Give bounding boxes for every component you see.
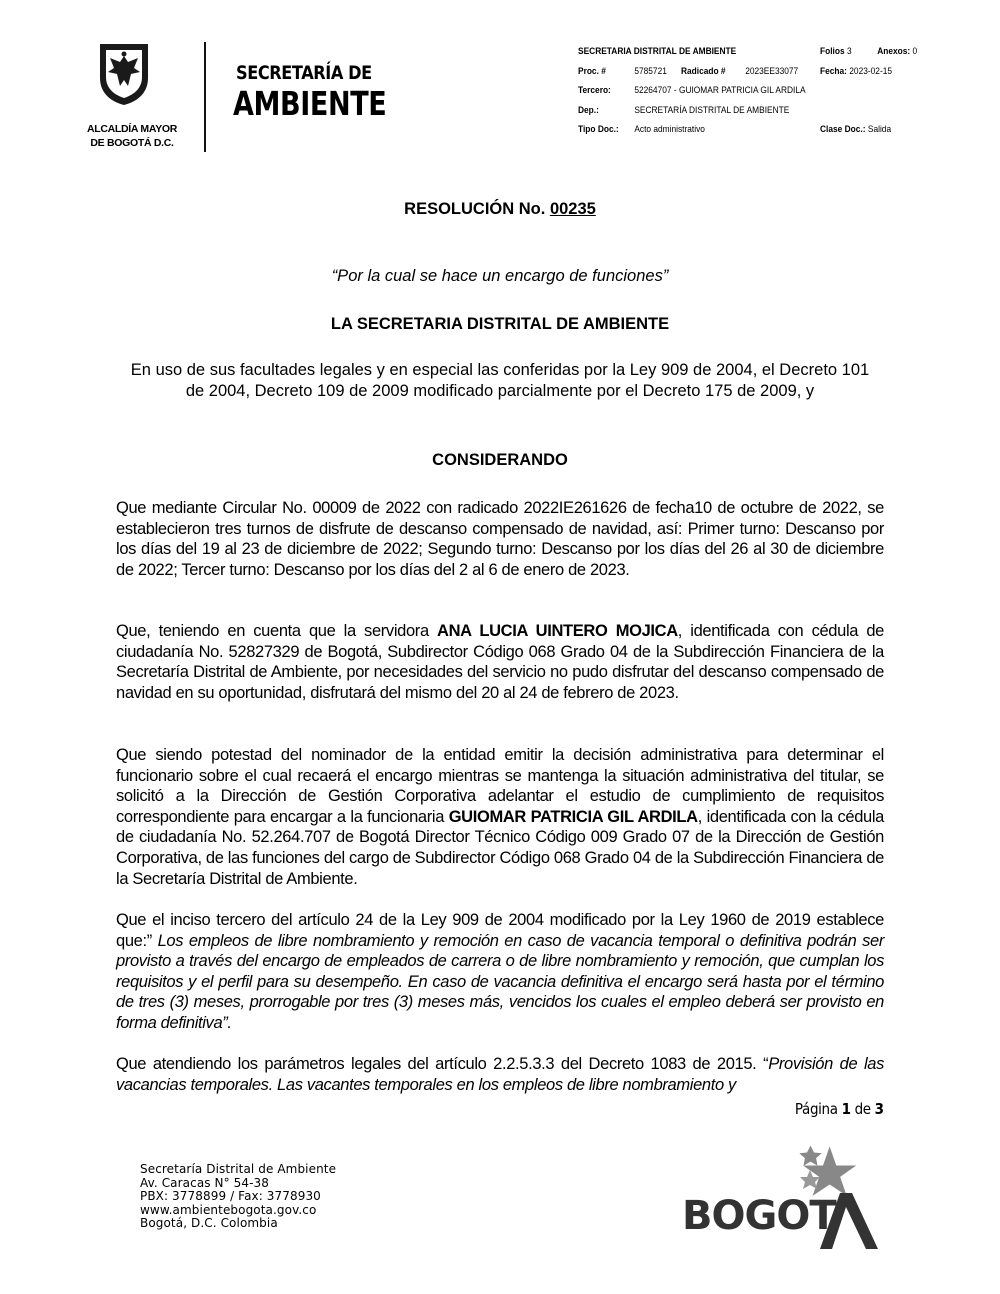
footer-line-phone: PBX: 3778899 / Fax: 3778930 <box>140 1189 321 1203</box>
secretaria-logo-small: SECRETARÍA DE <box>236 62 372 84</box>
p3-text-b: , identificada con la cédula de ciudadanía No. 52.264.707 de Bogotá Director Técnico Código 009 Grado 07 de la Dirección de Gestión Corporativa, de las funciones del cargo de Subdirector Código 068 Grado 04 de la Subdirección Financiera de la Secretaría Distrital de Ambiente. <box>116 807 884 888</box>
logo-divider <box>204 42 206 152</box>
page-total: 3 <box>874 1100 884 1118</box>
p4-quote: Los empleos de libre nombramiento y remoción en caso de vacancia temporal o definitiva podrán ser provisto a través del encargo de empleados de carrera o de libre nombramiento y remoción, que cumplan los requisitos y el perfil para su desempeño. En caso de vacancia definitiva el encargo será hasta por el término de tres (3) meses, prorrogable por tres (3) meses más, vencidos los cuales el empleo deberá ser provisto en forma definitiva”. <box>116 931 885 1032</box>
anexos-label: Anexos: <box>877 46 911 57</box>
proc-value: 5785721 <box>634 65 667 77</box>
tercero-value: 52264707 - GUIOMAR PATRICIA GIL ARDILA <box>634 85 806 96</box>
issuing-authority: LA SECRETARIA DISTRITAL DE AMBIENTE <box>330 315 670 333</box>
servidora-name: ANA LUCIA UINTERO MOJICA <box>437 622 678 640</box>
dep-label: Dep.: <box>578 104 599 116</box>
p4-text-a: Que el inciso tercero del artículo 24 de la Ley 909 de 2004 modificado por la Ley 1960 de 2019 establece que:” <box>116 911 884 950</box>
footer-line-website: www.ambientebogota.gov.co <box>140 1202 317 1217</box>
folios-value: 3 <box>846 46 852 57</box>
tipo-doc-value: Acto administrativo <box>634 124 705 135</box>
footer-line-address: Av. Caracas N° 54-38 <box>140 1175 270 1190</box>
clase-doc-label: Clase Doc.: <box>820 124 866 135</box>
coat-of-arms-icon <box>98 42 150 106</box>
considerando-heading: CONSIDERANDO <box>432 451 568 469</box>
folios-label: Folios <box>820 46 845 57</box>
tipo-doc-label: Tipo Doc.: <box>578 124 619 135</box>
footer-line-city: Bogotá, D.C. Colombia <box>140 1216 278 1230</box>
alcaldia-line-2: DE BOGOTÁ D.C. <box>90 137 174 149</box>
tercero-label: Tercero: <box>578 85 611 96</box>
paragraph-ley-909 <box>116 910 884 1034</box>
paragraph-servidora <box>116 621 884 703</box>
page-current: 1 <box>841 1100 851 1118</box>
clase-doc-value: Salida <box>867 124 892 135</box>
paragraph-circular: Que mediante Circular No. 00009 de 2022 con radicado 2022IE261626 de fecha10 de octubre de 2022, se establecieron tres turnos de disfrute de descanso compensado de navidad, así: Primer turno: Descanso por los días del 19 al 23 de diciembre de 2022; Segundo turno: Descanso por los días del 26 al 30 de diciembre de 2022; Tercer turno: Descanso por los días del 2 al 6 de enero de 2023. <box>116 499 884 579</box>
paragraph-encargo <box>116 745 884 889</box>
secretaria-logo-big: AMBIENTE <box>233 84 387 123</box>
anexos-value: 0 <box>912 46 918 57</box>
resolution-title <box>0 200 1000 219</box>
resolution-number: 00235 <box>549 200 596 218</box>
p5-text-a: Que atendiendo los parámetros legales del artículo 2.2.5.3.3 del Decreto 1083 de 2015. “ <box>116 1055 769 1073</box>
page-label: Página <box>795 1100 842 1118</box>
dep-value: SECRETARÍA DISTRITAL DE AMBIENTE <box>634 104 790 116</box>
p5-quote: Provisión de las vacancias temporales. Las vacantes temporales en los empleos de libre nombramiento y <box>116 1055 884 1094</box>
fecha-label: Fecha: <box>820 65 847 77</box>
bogota-logo-text: BOGOT <box>682 1193 836 1239</box>
p2-text-b: , identificada con cédula de ciudadanía No. 52827329 de Bogotá, Subdirector Código 068 Grado 04 de la Subdirección Financiera de la Secretaría Distrital de Ambiente, por necesidades del servicio no pudo disfrutar del descanso compensado de navidad en su oportunidad, disfrutará del mismo del 20 al 24 de febrero de 2023. <box>116 622 884 702</box>
proc-label: Proc. # <box>578 65 606 77</box>
p3-text-a: Que siendo potestad del nominador de la entidad emitir la decisión administrativa para determinar el funcionario sobre el cual recaerá el encargo mientras se mantenga la situación administrativa del titular, se solicitó a la Dirección de Gestión Corporativa adelantar el estudio de cumplimiento de requisitos correspondiente para encargar a la funcionaria <box>116 746 884 826</box>
alcaldia-line-1: ALCALDÍA MAYOR <box>86 123 178 135</box>
radicado-stamp <box>578 42 948 140</box>
radicado-value: 2023EE33077 <box>745 65 799 77</box>
footer-line-entity: Secretaría Distrital de Ambiente <box>140 1162 337 1176</box>
entity-name: SECRETARIA DISTRITAL DE AMBIENTE <box>578 46 737 57</box>
radicado-label: Radicado # <box>680 65 726 77</box>
page-of: de <box>850 1100 875 1118</box>
preamble: En uso de sus facultades legales y en especial las conferidas por la Ley 909 de 2004, el Decreto 101 de 2004, Decreto 109 de 2009 modificado parcialmente por el Decreto 175 de 2009, y <box>130 361 870 400</box>
resolution-subtitle: “Por la cual se hace un encargo de funciones” <box>331 267 669 285</box>
paragraph-decreto-1083 <box>116 1054 884 1095</box>
footer-address <box>140 1163 336 1231</box>
funcionaria-name: GUIOMAR PATRICIA GIL ARDILA <box>448 807 698 826</box>
page-number <box>795 1100 884 1118</box>
star-icon <box>799 1146 856 1196</box>
p2-text-a: Que, teniendo en cuenta que la servidora <box>116 622 438 640</box>
alcaldia-logo-text <box>82 122 182 150</box>
title-prefix: RESOLUCIÓN No. <box>404 200 550 218</box>
fecha-value: 2023-02-15 <box>849 65 893 77</box>
